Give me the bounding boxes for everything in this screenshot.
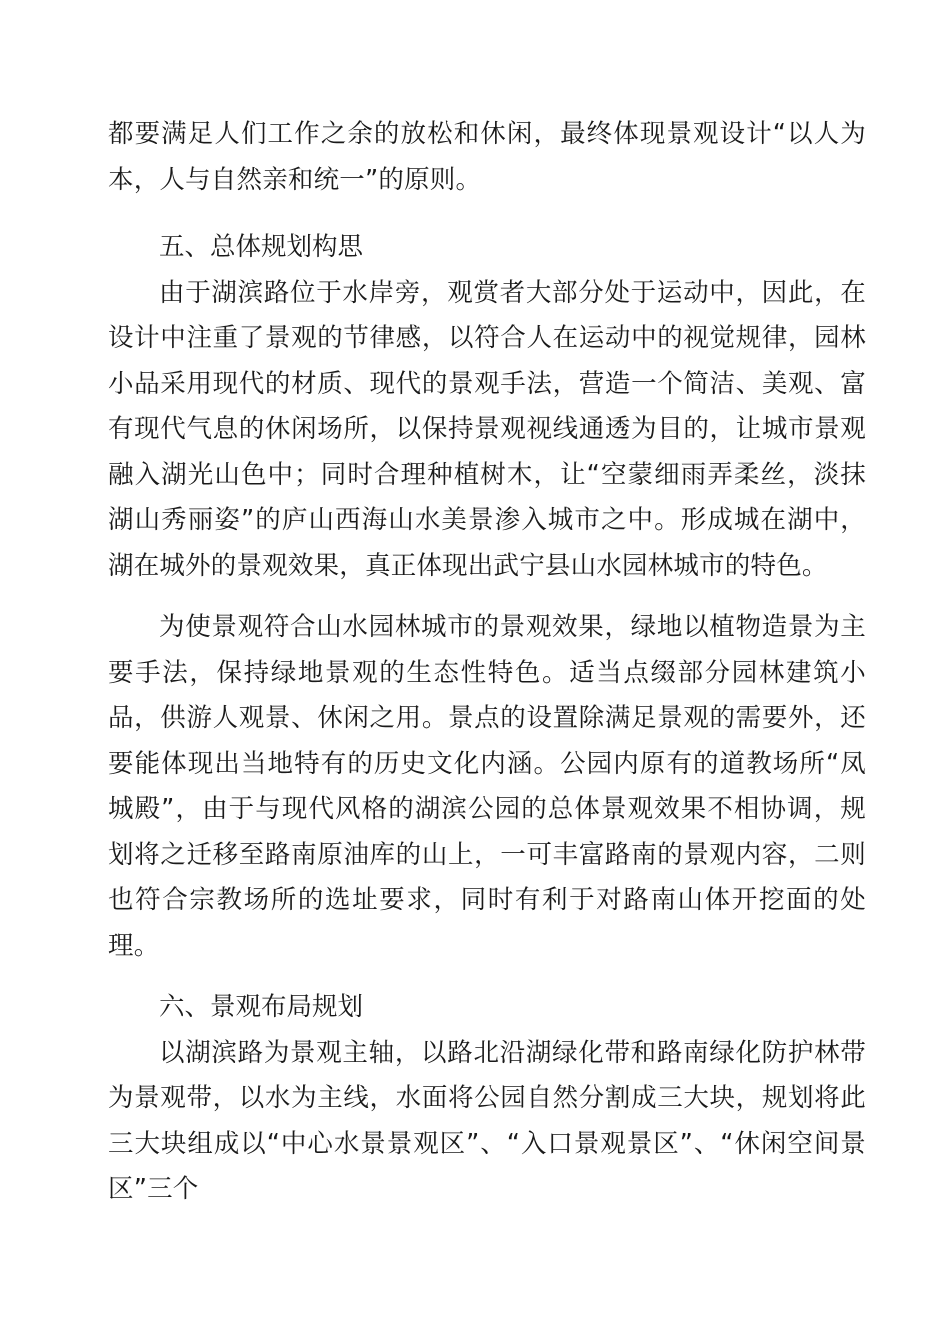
intro-paragraph: 都要满足人们工作之余的放松和休闲，最终体现景观设计“以人为本，人与自然亲和统一”的原则。 <box>108 119 866 195</box>
section-6-heading: 六、景观布局规划 <box>159 992 364 1022</box>
document-body <box>108 112 866 1213</box>
section-5-paragraph-2: 为使景观符合山水园林城市的景观效果，绿地以植物造景为主要手法，保持绿地景观的生态性特色。适当点缀部分园林建筑小品，供游人观景、休闲之用。景点的设置除满足景观的需要外，还要能体现出当地特有的历史文化内涵。公园内原有的道教场所“凤城殿”，由于与现代风格的湖滨公园的总体景观效果不相协调，规划将之迁移至路南原油库的山上，一可丰富路南的景观内容，二则也符合宗教场所的选址要求，同时有利于对路南山体开挖面的处理。 <box>108 612 866 961</box>
section-5-heading: 五、总体规划构思 <box>159 232 364 262</box>
section-6-paragraph-1: 以湖滨路为景观主轴，以路北沿湖绿化带和路南绿化防护林带为景观带，以水为主线，水面将公园自然分割成三大块，规划将此三大块组成以“中心水景景观区”、“入口景观景区”、“休闲空间景区”三个 <box>108 1037 866 1204</box>
section-5-paragraph-1: 由于湖滨路位于水岸旁，观赏者大部分处于运动中，因此，在设计中注重了景观的节律感，以符合人在运动中的视觉规律，园林小品采用现代的材质、现代的景观手法，营造一个简洁、美观、富有现代气息的休闲场所，以保持景观视线通透为目的，让城市景观融入湖光山色中；同时合理种植树木，让“空蒙细雨弄柔丝，淡抹湖山秀丽姿”的庐山西海山水美景渗入城市之中。形成城在湖中，湖在城外的景观效果，真正体现出武宁县山水园林城市的特色。 <box>108 277 866 581</box>
